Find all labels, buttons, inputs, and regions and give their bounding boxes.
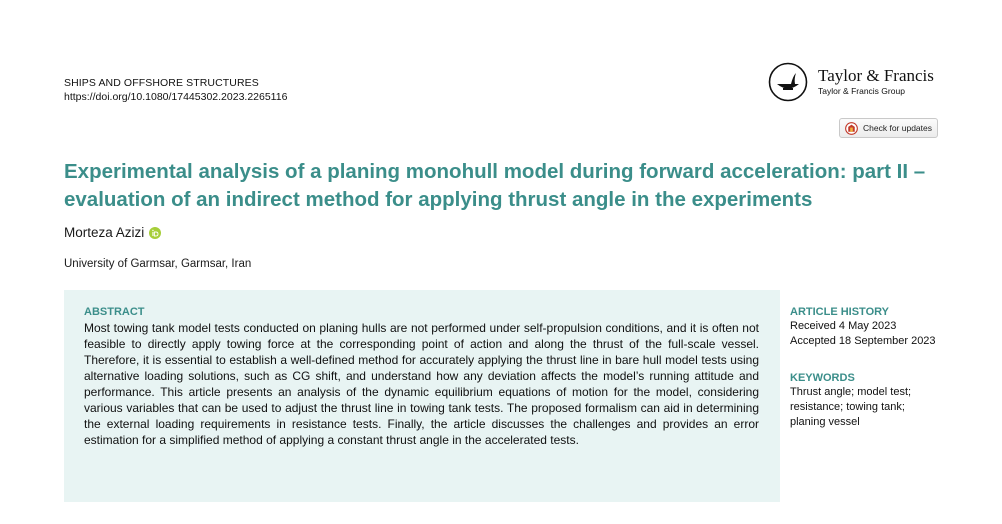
lamp-logo-icon bbox=[768, 62, 808, 102]
author-name: Morteza Azizi bbox=[64, 225, 145, 240]
accepted-date: Accepted 18 September 2023 bbox=[790, 335, 936, 347]
article-title: Experimental analysis of a planing monohull model during forward acceleration: part II – evaluation of an indirect method for applying thrust angle in the experiments bbox=[64, 160, 926, 211]
check-updates-button[interactable] bbox=[839, 118, 938, 138]
keywords-heading: KEYWORDS bbox=[790, 372, 855, 384]
publisher-logo[interactable] bbox=[768, 62, 958, 106]
publisher-group: Taylor & Francis Group bbox=[818, 86, 905, 96]
article-sidebar bbox=[790, 305, 940, 430]
publisher-name-block bbox=[818, 66, 934, 96]
abstract-text: Most towing tank model tests conducted on planing hulls are not performed under self-propulsion conditions, and it is often not feasible to directly apply towing force at the corresponding point of action and along the thrust of the full-scale vessel. Therefore, it is essential to establish a well-defined method for accurately applying the thrust line in bare hull model tests using alternative loading solutions, such as CG shift, and understand how any deviation affects the model’s running attitude and performance. This article presents an analysis of the dynamic equilibrium equations of motion for the model, considering various variables that can be used to adjust the thrust line in towing tank tests. The proposed formalism can aid in determining the external loading requirements in resistance tests. Finally, the article discusses the challenges and provides an error estimation for a simplified method of applying a constant thrust angle in the accelerated tests. bbox=[84, 321, 759, 447]
abstract-box bbox=[64, 290, 780, 502]
affiliation: University of Garmsar, Garmsar, Iran bbox=[64, 258, 252, 270]
keywords-list: Thrust angle; model test; resistance; towing tank; planing vessel bbox=[790, 386, 912, 428]
journal-name: SHIPS AND OFFSHORE STRUCTURES bbox=[64, 77, 259, 89]
check-updates-icon bbox=[845, 122, 858, 135]
received-date: Received 4 May 2023 bbox=[790, 320, 897, 332]
author-line bbox=[64, 224, 161, 242]
publisher-name: Taylor & Francis bbox=[818, 66, 934, 85]
article-history-heading: ARTICLE HISTORY bbox=[790, 306, 890, 318]
orcid-icon[interactable] bbox=[149, 227, 161, 239]
journal-header bbox=[64, 76, 287, 104]
check-updates-label: Check for updates bbox=[863, 123, 932, 133]
abstract-heading: ABSTRACT bbox=[84, 306, 145, 318]
doi-link[interactable]: https://doi.org/10.1080/17445302.2023.2265116 bbox=[64, 91, 288, 103]
